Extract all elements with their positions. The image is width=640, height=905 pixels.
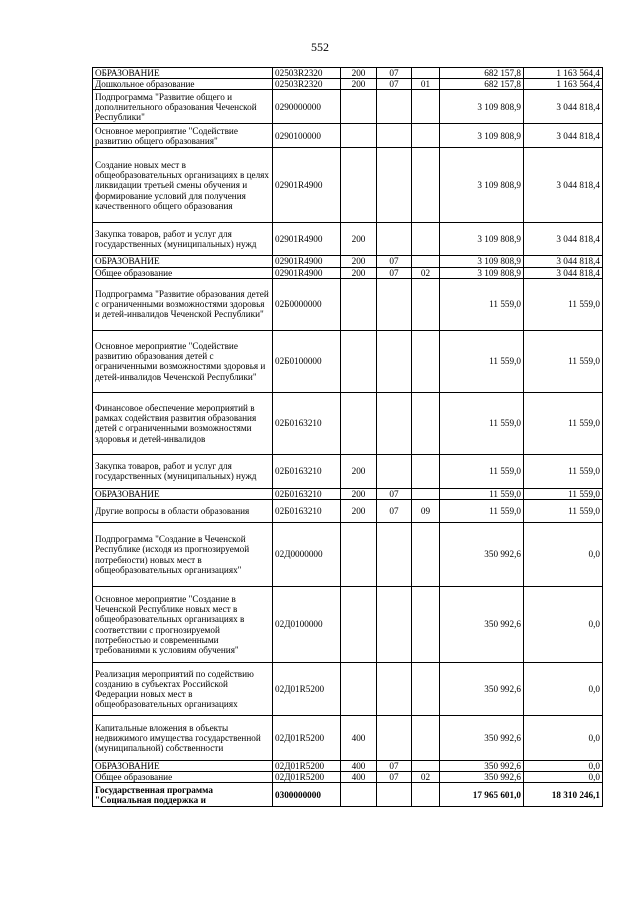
amount-year1-cell: 3 109 808,9 — [440, 223, 524, 256]
amount-year2-cell: 0,0 — [524, 523, 603, 587]
amount-year2-cell: 3 044 818,4 — [524, 90, 603, 124]
amount-year2-cell: 1 163 564,4 — [524, 68, 603, 79]
amount-year1-cell: 11 559,0 — [440, 392, 524, 454]
row-name-cell: Общее образование — [93, 267, 273, 278]
amount-year1-cell: 11 559,0 — [440, 488, 524, 499]
table-row — [93, 500, 603, 523]
target-code-cell: 02Д01R5200 — [273, 716, 341, 761]
amount-year2-cell: 11 559,0 — [524, 454, 603, 488]
target-code-cell: 02Б0163210 — [273, 500, 341, 523]
expense-type-cell: 200 — [341, 454, 377, 488]
row-name-cell: Основное мероприятие "Содействие развитию образования детей с ограниченными возможностями здоровья и детей-инвалидов Чеченской Республики" — [93, 330, 273, 392]
expense-type-cell: 200 — [341, 256, 377, 267]
subsection-cell — [412, 278, 440, 330]
section-cell — [377, 716, 412, 761]
amount-year1-cell: 350 992,6 — [440, 587, 524, 663]
table-row — [93, 663, 603, 716]
expense-type-cell — [341, 330, 377, 392]
table-row — [93, 523, 603, 587]
section-cell — [377, 783, 412, 807]
target-code-cell: 02503R2320 — [273, 68, 341, 79]
target-code-cell: 02901R4900 — [273, 223, 341, 256]
target-code-cell: 02Д01R5200 — [273, 772, 341, 783]
target-code-cell: 02901R4900 — [273, 256, 341, 267]
subsection-cell — [412, 454, 440, 488]
amount-year1-cell: 350 992,6 — [440, 761, 524, 772]
amount-year1-cell: 3 109 808,9 — [440, 267, 524, 278]
section-cell — [377, 587, 412, 663]
row-name-cell: ОБРАЗОВАНИЕ — [93, 761, 273, 772]
amount-year2-cell: 11 559,0 — [524, 488, 603, 499]
table-row — [93, 330, 603, 392]
section-cell — [377, 523, 412, 587]
subsection-cell — [412, 523, 440, 587]
amount-year1-cell: 350 992,6 — [440, 663, 524, 716]
amount-year2-cell: 11 559,0 — [524, 392, 603, 454]
amount-year2-cell: 18 310 246,1 — [524, 783, 603, 807]
amount-year1-cell: 350 992,6 — [440, 523, 524, 587]
amount-year2-cell: 0,0 — [524, 663, 603, 716]
subsection-cell: 02 — [412, 267, 440, 278]
row-name-cell: Финансовое обеспечение мероприятий в рамках содействия развития образования детей с ограниченными возможностями здоровья и детей-инвалидов — [93, 392, 273, 454]
section-cell — [377, 223, 412, 256]
row-name-cell: ОБРАЗОВАНИЕ — [93, 488, 273, 499]
row-name-cell: Основное мероприятие "Содействие развитию общего образования" — [93, 124, 273, 148]
amount-year1-cell: 3 109 808,9 — [440, 90, 524, 124]
subsection-cell — [412, 124, 440, 148]
row-name-cell: Дошкольное образование — [93, 79, 273, 90]
table-row — [93, 783, 603, 807]
table-row — [93, 267, 603, 278]
row-name-cell: Закупка товаров, работ и услуг для государственных (муниципальных) нужд — [93, 454, 273, 488]
amount-year1-cell: 11 559,0 — [440, 454, 524, 488]
amount-year2-cell: 3 044 818,4 — [524, 124, 603, 148]
table-row — [93, 223, 603, 256]
target-code-cell: 02Д01R5200 — [273, 761, 341, 772]
expense-type-cell: 200 — [341, 488, 377, 499]
target-code-cell: 02901R4900 — [273, 148, 341, 223]
table-row — [93, 124, 603, 148]
budget-table — [92, 67, 603, 807]
table-row — [93, 90, 603, 124]
amount-year1-cell: 17 965 601,0 — [440, 783, 524, 807]
amount-year1-cell: 11 559,0 — [440, 500, 524, 523]
target-code-cell: 02503R2320 — [273, 79, 341, 90]
section-cell — [377, 148, 412, 223]
table-row — [93, 392, 603, 454]
expense-type-cell: 200 — [341, 79, 377, 90]
target-code-cell: 02Д01R5200 — [273, 663, 341, 716]
target-code-cell: 02Б0163210 — [273, 454, 341, 488]
target-code-cell: 0290100000 — [273, 124, 341, 148]
table-row — [93, 761, 603, 772]
section-cell — [377, 663, 412, 716]
amount-year2-cell: 3 044 818,4 — [524, 223, 603, 256]
row-name-cell: Общее образование — [93, 772, 273, 783]
row-name-cell: Реализация мероприятий по содействию созданию в субъектах Российской Федерации новых мест в общеобразовательных организациях — [93, 663, 273, 716]
amount-year2-cell: 0,0 — [524, 761, 603, 772]
table-row — [93, 148, 603, 223]
amount-year1-cell: 3 109 808,9 — [440, 124, 524, 148]
table-row — [93, 454, 603, 488]
subsection-cell — [412, 148, 440, 223]
amount-year1-cell: 350 992,6 — [440, 716, 524, 761]
expense-type-cell — [341, 783, 377, 807]
target-code-cell: 02Д0100000 — [273, 587, 341, 663]
subsection-cell: 02 — [412, 772, 440, 783]
amount-year2-cell: 0,0 — [524, 716, 603, 761]
expense-type-cell — [341, 587, 377, 663]
section-cell: 07 — [377, 68, 412, 79]
row-name-cell: ОБРАЗОВАНИЕ — [93, 68, 273, 79]
amount-year2-cell: 0,0 — [524, 587, 603, 663]
expense-type-cell — [341, 392, 377, 454]
amount-year2-cell: 0,0 — [524, 772, 603, 783]
row-name-cell: Капитальные вложения в объекты недвижимого имущества государственной (муниципальной) собственности — [93, 716, 273, 761]
table-row — [93, 256, 603, 267]
table-row — [93, 587, 603, 663]
expense-type-cell — [341, 90, 377, 124]
subsection-cell — [412, 587, 440, 663]
expense-type-cell: 400 — [341, 772, 377, 783]
target-code-cell: 02Б0000000 — [273, 278, 341, 330]
subsection-cell — [412, 761, 440, 772]
expense-type-cell — [341, 523, 377, 587]
amount-year2-cell: 11 559,0 — [524, 278, 603, 330]
target-code-cell: 0290000000 — [273, 90, 341, 124]
row-name-cell: Закупка товаров, работ и услуг для государственных (муниципальных) нужд — [93, 223, 273, 256]
expense-type-cell: 400 — [341, 716, 377, 761]
subsection-cell — [412, 223, 440, 256]
section-cell — [377, 278, 412, 330]
table-row — [93, 772, 603, 783]
amount-year1-cell: 3 109 808,9 — [440, 148, 524, 223]
subsection-cell — [412, 392, 440, 454]
amount-year1-cell: 682 157,8 — [440, 79, 524, 90]
expense-type-cell: 200 — [341, 500, 377, 523]
expense-type-cell — [341, 278, 377, 330]
section-cell — [377, 330, 412, 392]
target-code-cell: 02901R4900 — [273, 267, 341, 278]
expense-type-cell: 200 — [341, 267, 377, 278]
row-name-cell: Государственная программа "Социальная поддержка и — [93, 783, 273, 807]
section-cell — [377, 392, 412, 454]
expense-type-cell — [341, 663, 377, 716]
target-code-cell: 02Б0163210 — [273, 488, 341, 499]
section-cell: 07 — [377, 500, 412, 523]
row-name-cell: Создание новых мест в общеобразовательных организациях в целях ликвидации третьей смены обучения и формирование условий для получения качественного общего образования — [93, 148, 273, 223]
row-name-cell: Подпрограмма "Развитие общего и дополнительного образования Чеченской Республики" — [93, 90, 273, 124]
table-row — [93, 716, 603, 761]
section-cell: 07 — [377, 79, 412, 90]
page-number: 552 — [311, 40, 329, 54]
row-name-cell: ОБРАЗОВАНИЕ — [93, 256, 273, 267]
amount-year2-cell: 3 044 818,4 — [524, 148, 603, 223]
amount-year2-cell: 1 163 564,4 — [524, 79, 603, 90]
section-cell: 07 — [377, 488, 412, 499]
subsection-cell — [412, 488, 440, 499]
section-cell — [377, 454, 412, 488]
subsection-cell — [412, 90, 440, 124]
amount-year1-cell: 11 559,0 — [440, 330, 524, 392]
section-cell — [377, 124, 412, 148]
subsection-cell — [412, 68, 440, 79]
amount-year1-cell: 11 559,0 — [440, 278, 524, 330]
amount-year1-cell: 3 109 808,9 — [440, 256, 524, 267]
row-name-cell: Подпрограмма "Развитие образования детей с ограниченными возможностями здоровья и детей-инвалидов Чеченской Республики" — [93, 278, 273, 330]
section-cell — [377, 90, 412, 124]
amount-year2-cell: 11 559,0 — [524, 330, 603, 392]
amount-year2-cell: 3 044 818,4 — [524, 267, 603, 278]
subsection-cell — [412, 716, 440, 761]
subsection-cell — [412, 663, 440, 716]
section-cell: 07 — [377, 256, 412, 267]
table-row — [93, 79, 603, 90]
expense-type-cell — [341, 124, 377, 148]
amount-year2-cell: 11 559,0 — [524, 500, 603, 523]
table-row — [93, 68, 603, 79]
section-cell: 07 — [377, 267, 412, 278]
subsection-cell — [412, 783, 440, 807]
expense-type-cell — [341, 148, 377, 223]
target-code-cell: 02Б0163210 — [273, 392, 341, 454]
section-cell: 07 — [377, 772, 412, 783]
subsection-cell — [412, 330, 440, 392]
table-row — [93, 488, 603, 499]
section-cell: 07 — [377, 761, 412, 772]
target-code-cell: 02Д0000000 — [273, 523, 341, 587]
subsection-cell: 09 — [412, 500, 440, 523]
amount-year1-cell: 682 157,8 — [440, 68, 524, 79]
expense-type-cell: 400 — [341, 761, 377, 772]
row-name-cell: Основное мероприятие "Создание в Чеченской Республике новых мест в общеобразовательных организациях в соответствии с прогнозируемой потребностью и современными требованиями к условиям обучения" — [93, 587, 273, 663]
amount-year1-cell: 350 992,6 — [440, 772, 524, 783]
subsection-cell: 01 — [412, 79, 440, 90]
subsection-cell — [412, 256, 440, 267]
expense-type-cell: 200 — [341, 223, 377, 256]
target-code-cell: 0300000000 — [273, 783, 341, 807]
row-name-cell: Другие вопросы в области образования — [93, 500, 273, 523]
expense-type-cell: 200 — [341, 68, 377, 79]
table-row — [93, 278, 603, 330]
target-code-cell: 02Б0100000 — [273, 330, 341, 392]
row-name-cell: Подпрограмма "Создание в Чеченской Республике (исходя из прогнозируемой потребности) новых мест в общеобразовательных организациях" — [93, 523, 273, 587]
amount-year2-cell: 3 044 818,4 — [524, 256, 603, 267]
